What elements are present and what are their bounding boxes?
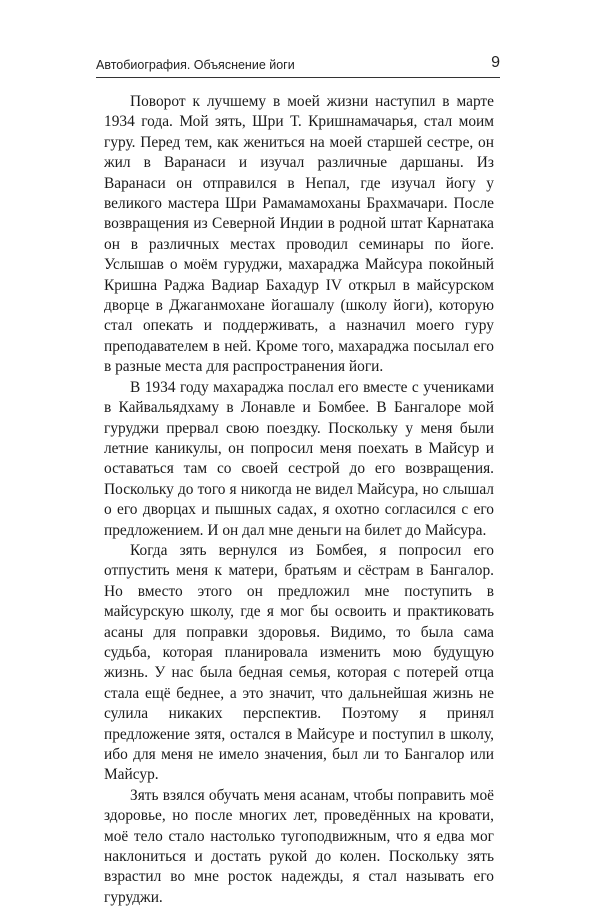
header-rule [96,77,500,78]
page-number: 9 [491,54,500,71]
paragraph: В 1934 году махараджа послал его вместе с учениками в Кайвальядхаму в Лонавле и Бомбее. В Бангалоре мой гуруджи прервал свою поездку. Поскольку у меня были летние каникулы, он попросил меня поехать в Майсур и оставаться там со своей сестрой до его возвращения. Поскольку до того я никогда не видел Майсура, но слышал о его дворцах и пышных садах, я охотно согласился с его предложением. И он дал мне деньги на билет до Майсура. [104,378,494,539]
header-title: Автобиография. Объяснение йоги [96,58,295,72]
paragraph: Когда зять вернулся из Бомбея, я попросил его отпустить меня к матери, братьям и сёстрам в Бангалор. Но вместо этого он предложил мне поступить в майсурскую школу, где я мог бы освоить и практиковать асаны для поправки здоровья. Видимо, то была сама судьба, которая планировала изменить мою будущую жизнь. У нас была бедная семья, которая с потерей отца стала ещё беднее, а это значит, что дальнейшая жизнь не сулила никаких перспектив. Поэтому я принял предложение зятя, остался в Майсуре и поступил в школу, ибо для меня не имело значения, был ли то Бангалор или Майсур. [104,541,494,784]
paragraph: Зять взялся обучать меня асанам, чтобы поправить моё здоровье, но после многих лет, проведённых на кровати, моё тело стало настолько тугоподвижным, что я едва мог наклониться и достать рукой до колен. Поскольку зять взрастил во мне росток надежды, я стал называть его гуруджи. [104,786,494,906]
running-header [96,54,500,72]
body-text [104,92,494,908]
paragraph: Поворот к лучшему в моей жизни наступил в марте 1934 года. Мой зять, Шри Т. Кришнамачарья, стал моим гуру. Перед тем, как жениться на моей старшей сестре, он жил в Варанаси и изучал различные даршаны. Из Варанаси он отправился в Непал, где изучал йогу у великого мастера Шри Рамамамоханы Брахмачари. После возвращения из Северной Индии в родной штат Карнатака он в различных местах проводил семинары по йоге. Услышав о моём гуруджи, махараджа Майсура покойный Кришна Раджа Вадиар Бахадур IV открыл в майсурском дворце в Джаганмохане йогашалу (школу йоги), которую стал опекать и поддерживать, а назначил моего гуру преподавателем в ней. Кроме того, махараджа посылал его в разные места для распространения йоги. [104,93,494,376]
